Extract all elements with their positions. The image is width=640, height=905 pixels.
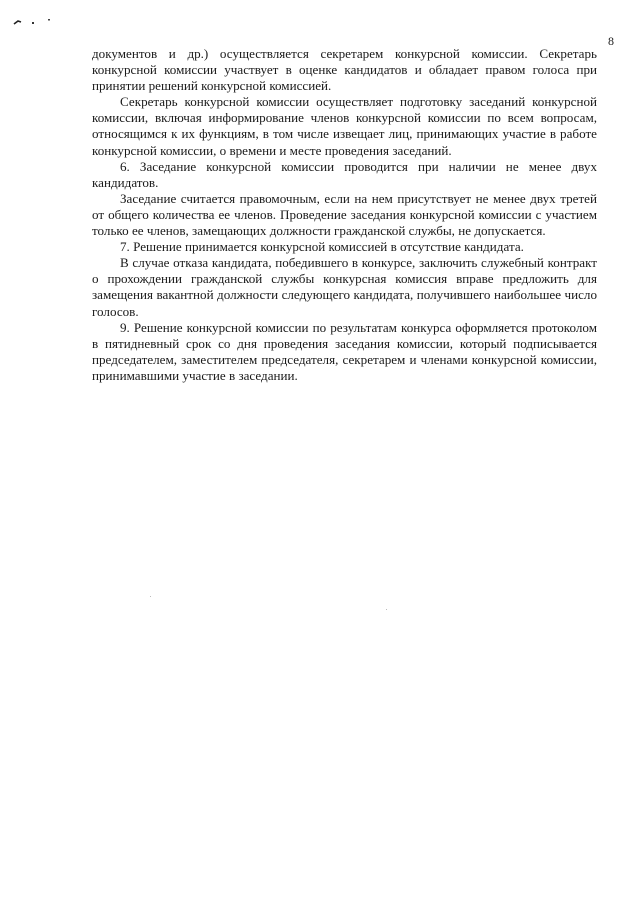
scan-speck (150, 596, 151, 597)
paragraph-refusal: В случае отказа кандидата, победившего в конкурсе, заключить служебный контракт о прохождении гражданской службы конкурсная комиссия вправе предложить для замещения вакантной должности следующего кандидата, получившего наибольшее число голосов. (92, 255, 597, 319)
document-body (92, 46, 597, 384)
paragraph-item-9: 9. Решение конкурсной комиссии по результатам конкурса оформляется протоколом в пятидневный срок со дня проведения заседания комиссии, который подписывается председателем, заместителем председателя, секретарем и членами конкурсной комиссии, принимавшими участие в заседании. (92, 319, 597, 383)
paragraph-item-7: 7. Решение принимается конкурсной комиссией в отсутствие кандидата. (120, 239, 524, 255)
scan-artifact-marks (12, 14, 72, 28)
paragraph-secretary-duties: Секретарь конкурсной комиссии осуществляет подготовку заседаний конкурсной комиссии, включая информирование членов конкурсной комиссии по всем вопросам, относящимся к их функциям, в том числе извещает лиц, принимающих участие в работе конкурсной комиссии, о времени и месте проведения заседаний. (92, 94, 597, 158)
paragraph-continuation: документов и др.) осуществляется секретарем конкурсной комиссии. Секретарь конкурсной комиссии участвует в оценке кандидатов и обладает правом голоса при принятии решений конкурсной комиссией. (92, 46, 597, 94)
page-number: 8 (608, 34, 614, 48)
paragraph-quorum: Заседание считается правомочным, если на нем присутствует не менее двух третей от общего количества ее членов. Проведение заседания конкурсной комиссии с участием только ее членов, замещающих должности гражданской службы, не допускается. (92, 190, 597, 239)
paragraph-item-6: 6. Заседание конкурсной комиссии проводится при наличии не менее двух кандидатов. (92, 158, 597, 190)
scan-speck (386, 609, 387, 610)
